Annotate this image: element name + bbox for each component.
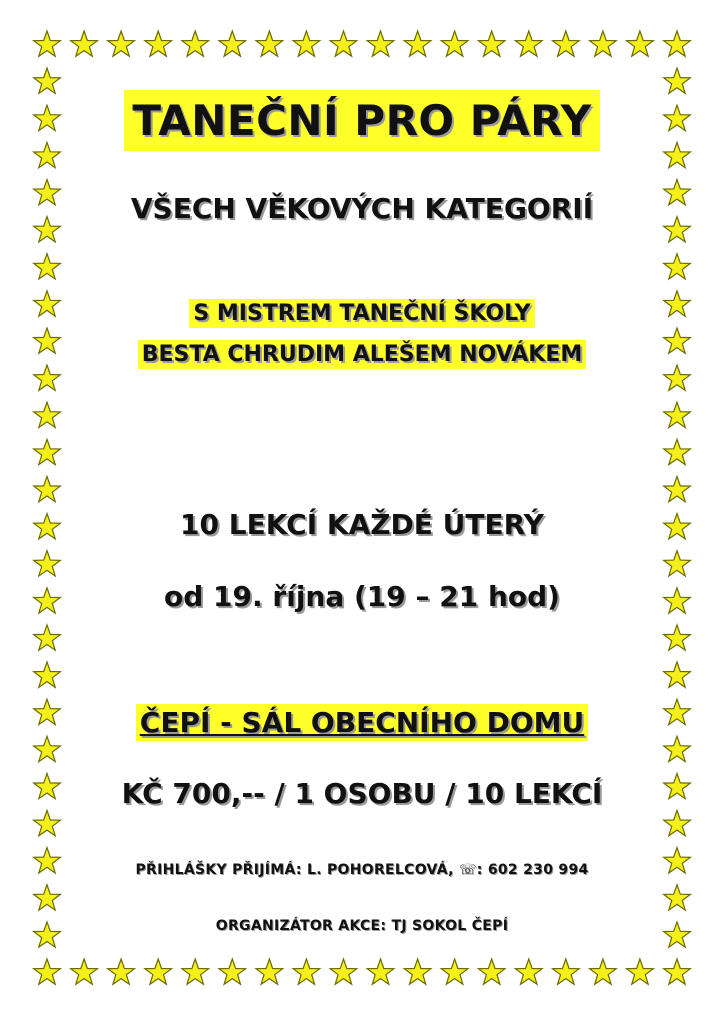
master-line-2 <box>0 342 724 367</box>
star-icon <box>590 959 617 984</box>
star-icon <box>182 959 209 984</box>
star-icon <box>664 625 691 650</box>
star-icon <box>34 402 61 427</box>
registration-label: PŘIHLÁŠKY PŘIJÍMÁ: L. POHORELCOVÁ, <box>135 862 454 878</box>
star-icon <box>404 31 431 56</box>
star-icon <box>34 68 61 93</box>
organizer-text: ORGANIZÁTOR AKCE: TJ SOKOL ČEPÍ <box>215 918 509 934</box>
star-icon <box>664 439 691 464</box>
star-icon <box>590 31 617 56</box>
star-icon <box>34 31 61 56</box>
star-icon <box>219 959 246 984</box>
star-icon <box>145 31 172 56</box>
star-icon <box>553 31 580 56</box>
star-icon <box>664 142 691 167</box>
phone-icon: ☏ <box>458 862 477 878</box>
star-icon <box>330 959 357 984</box>
master-line-1 <box>0 301 724 326</box>
place-line <box>0 706 724 739</box>
star-icon <box>219 31 246 56</box>
registration-line <box>0 862 724 878</box>
star-icon <box>664 402 691 427</box>
star-icon <box>34 811 61 836</box>
lessons-text: 10 LEKCÍ KAŽDÉ ÚTERÝ <box>180 508 544 541</box>
dates-text: od 19. října (19 – 21 hod) <box>164 580 560 613</box>
star-icon <box>515 959 542 984</box>
star-icon <box>664 31 691 56</box>
place-text: ČEPÍ - SÁL OBECNÍHO DOMU <box>136 704 588 741</box>
star-icon <box>34 254 61 279</box>
star-icon <box>34 662 61 687</box>
star-icon <box>34 885 61 910</box>
star-icon <box>34 476 61 501</box>
star-icon <box>34 551 61 576</box>
star-icon <box>664 254 691 279</box>
star-icon <box>553 959 580 984</box>
star-icon <box>256 31 283 56</box>
star-icon <box>71 31 98 56</box>
star-icon <box>367 31 394 56</box>
star-icon <box>34 736 61 761</box>
star-icon <box>108 31 135 56</box>
star-icon <box>664 365 691 390</box>
star-icon <box>293 31 320 56</box>
title-line <box>0 96 724 145</box>
star-icon <box>515 31 542 56</box>
star-icon <box>293 959 320 984</box>
star-icon <box>664 551 691 576</box>
star-icon <box>478 31 505 56</box>
star-icon <box>145 959 172 984</box>
star-icon <box>34 439 61 464</box>
star-icon <box>367 959 394 984</box>
star-icon <box>627 959 654 984</box>
star-icon <box>256 959 283 984</box>
master-text-2: BESTA CHRUDIM ALEŠEM NOVÁKEM <box>138 340 587 369</box>
star-icon <box>441 959 468 984</box>
master-text-1: S MISTREM TANEČNÍ ŠKOLY <box>189 299 534 328</box>
star-icon <box>664 811 691 836</box>
star-icon <box>34 959 61 984</box>
star-icon <box>627 31 654 56</box>
star-icon <box>664 885 691 910</box>
star-icon <box>34 625 61 650</box>
star-icon <box>664 662 691 687</box>
star-icon <box>664 736 691 761</box>
star-icon <box>478 959 505 984</box>
star-icon <box>664 959 691 984</box>
star-icon <box>404 959 431 984</box>
star-icon <box>34 365 61 390</box>
star-icon <box>664 476 691 501</box>
star-icon <box>664 68 691 93</box>
star-icon <box>71 959 98 984</box>
star-icon <box>330 31 357 56</box>
star-icon <box>108 959 135 984</box>
subtitle: VŠECH VĚKOVÝCH KATEGORIÍ <box>130 192 594 225</box>
page-title: TANEČNÍ PRO PÁRY <box>124 90 599 151</box>
registration-phone: : 602 230 994 <box>476 862 589 878</box>
price-text: KČ 700,-- / 1 OSOBU / 10 LEKCÍ <box>121 777 603 810</box>
star-icon <box>441 31 468 56</box>
star-icon <box>34 142 61 167</box>
star-icon <box>182 31 209 56</box>
